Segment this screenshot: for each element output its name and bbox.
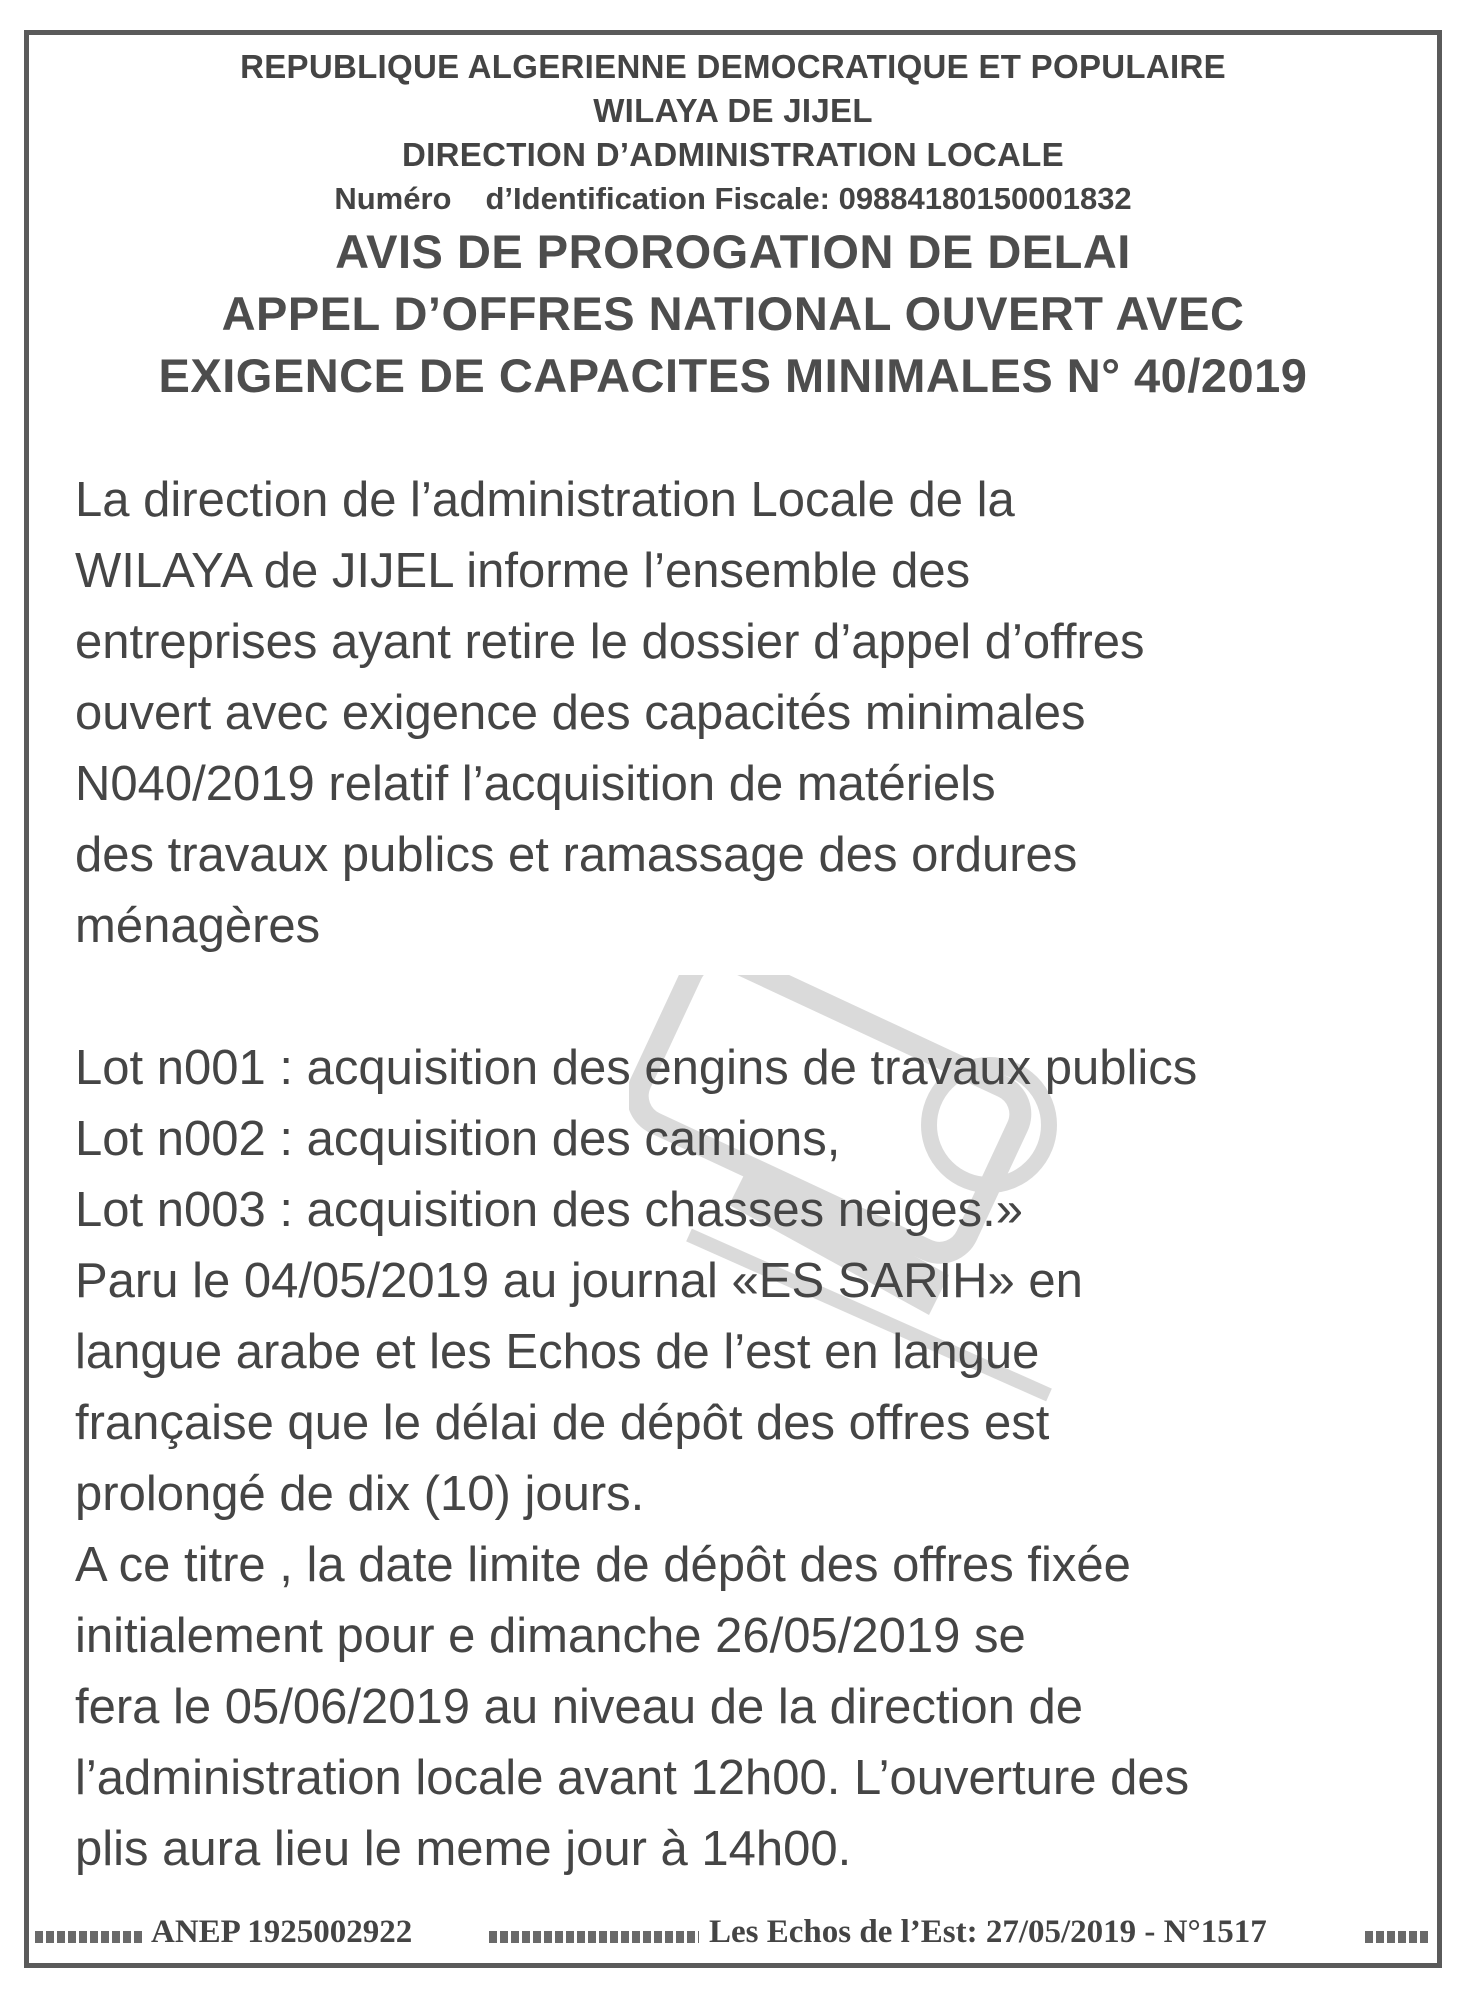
- lot-item: Lot n002 : acquisition des camions,: [75, 1112, 841, 1166]
- lot-item: Lot n001 : acquisition des engins de travaux publics: [75, 1041, 1198, 1095]
- tax-id-value: d’Identification Fiscale: 09884180150001832: [485, 181, 1132, 216]
- tax-id-line: [29, 177, 1437, 221]
- deadline-line: plis aura lieu le meme jour à 14h00.: [75, 1822, 852, 1876]
- deadline-line: fera le 05/06/2019 au niveau de la direction de: [75, 1680, 1083, 1734]
- notice-frame: [24, 30, 1442, 1968]
- publication-line: française que le délai de dépôt des offres est: [75, 1396, 1050, 1450]
- notice-body: [75, 465, 1435, 1885]
- publication-paragraph: [75, 1246, 1435, 1530]
- footer-rule-right: [1365, 1931, 1431, 1943]
- notice-header: [29, 45, 1437, 407]
- intro-paragraph: [75, 465, 1435, 962]
- deadline-paragraph: [75, 1530, 1435, 1885]
- paragraph-spacer: [75, 962, 1435, 1033]
- lots-list: [75, 1033, 1435, 1246]
- deadline-line: initialement pour e dimanche 26/05/2019 se: [75, 1609, 1026, 1663]
- notice-footer: [29, 1909, 1437, 1955]
- lot-item: Lot n003 : acquisition des chasses neiges.»: [75, 1183, 1023, 1237]
- intro-line: ménagères: [75, 899, 321, 953]
- publication-line: langue arabe et les Echos de l’est en langue: [75, 1325, 1040, 1379]
- intro-line: des travaux publics et ramassage des ordures: [75, 828, 1078, 882]
- intro-line: La direction de l’administration Locale de la: [75, 473, 1015, 527]
- anep-reference: ANEP 1925002922: [151, 1914, 413, 1950]
- publication-line: Paru le 04/05/2019 au journal «ES SARIH» en: [75, 1254, 1083, 1308]
- publication-reference: Les Echos de l’Est: 27/05/2019 - N°1517: [709, 1914, 1267, 1950]
- intro-line: entreprises ayant retire le dossier d’appel d’offres: [75, 615, 1145, 669]
- notice-title-line-3: EXIGENCE DE CAPACITES MINIMALES N° 40/2019: [158, 349, 1308, 402]
- deadline-line: A ce titre , la date limite de dépôt des offres fixée: [75, 1538, 1131, 1592]
- tax-id-label: Numéro: [334, 181, 452, 216]
- republic-line: REPUBLIQUE ALGERIENNE DEMOCRATIQUE ET POPULAIRE: [240, 48, 1226, 85]
- publication-line: prolongé de dix (10) jours.: [75, 1467, 645, 1521]
- notice-title-line-1: AVIS DE PROROGATION DE DELAI: [335, 225, 1131, 278]
- intro-line: WILAYA de JIJEL informe l’ensemble des: [75, 544, 971, 598]
- deadline-line: l’administration locale avant 12h00. L’ouverture des: [75, 1751, 1190, 1805]
- intro-line: ouvert avec exigence des capacités minimales: [75, 686, 1086, 740]
- intro-line: N040/2019 relatif l’acquisition de matériels: [75, 757, 996, 811]
- wilaya-line: WILAYA DE JIJEL: [593, 92, 873, 129]
- notice-title-line-2: APPEL D’OFFRES NATIONAL OUVERT AVEC: [221, 287, 1245, 340]
- footer-rule-middle: [489, 1931, 699, 1943]
- footer-rule-left: [35, 1931, 143, 1943]
- direction-line: DIRECTION D’ADMINISTRATION LOCALE: [402, 136, 1064, 173]
